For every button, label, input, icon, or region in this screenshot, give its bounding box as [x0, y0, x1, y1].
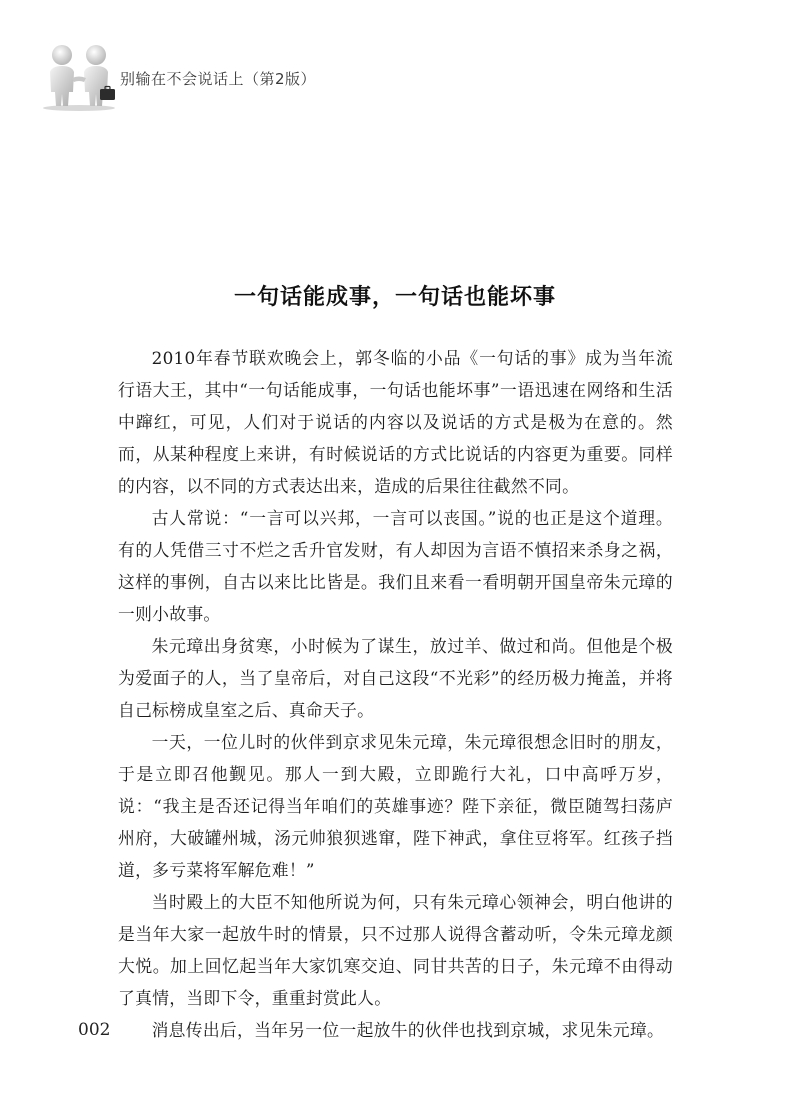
chapter-title: 一句话能成事，一句话也能坏事: [233, 284, 556, 310]
running-title: 别输在不会说话上（第2版）: [120, 70, 317, 88]
paragraph: 朱元璋出身贫寒，小时候为了谋生，放过羊、做过和尚。但他是个极为爱面子的人，当了皇帝后，对自己这段“不光彩”的经历极力掩盖，并将自己标榜成皇室之后、真命天子。: [118, 636, 673, 720]
page-number: 002: [78, 1020, 111, 1040]
body-text: [118, 342, 673, 1046]
page-header: [40, 42, 460, 114]
paragraph: 一天，一位儿时的伙伴到京求见朱元璋，朱元璋很想念旧时的朋友，于是立即召他觐见。那人一到大殿，立即跪行大礼，口中高呼万岁，说：“我主是否还记得当年咱们的英雄事迹？陛下亲征，微臣随驾扫荡庐州府，大破罐州城，汤元帅狼狈逃窜，陛下神武，拿住豆将军。红孩子挡道，多亏菜将军解危难！”: [118, 732, 673, 880]
handshake-figures-icon: [40, 42, 118, 112]
paragraph: 消息传出后，当年另一位一起放牛的伙伴也找到京城，求见朱元璋。: [151, 1020, 665, 1040]
paragraph: 当时殿上的大臣不知他所说为何，只有朱元璋心领神会，明白他讲的是当年大家一起放牛时的情景，只不过那人说得含蓄动听，令朱元璋龙颜大悦。加上回忆起当年大家饥寒交迫、同甘共苦的日子，朱元璋不由得动了真情，当即下令，重重封赏此人。: [118, 892, 673, 1008]
paragraph: 2010年春节联欢晚会上，郭冬临的小品《一句话的事》成为当年流行语大王，其中“一句话能成事，一句话也能坏事”一语迅速在网络和生活中蹿红，可见，人们对于说话的内容以及说话的方式是极为在意的。然而，从某种程度上来讲，有时候说话的方式比说话的内容更为重要。同样的内容，以不同的方式表达出来，造成的后果往往截然不同。: [118, 348, 673, 496]
paragraph: 古人常说：“一言可以兴邦，一言可以丧国。”说的也正是这个道理。有的人凭借三寸不烂之舌升官发财，有人却因为言语不慎招来杀身之祸，这样的事例，自古以来比比皆是。我们且来看一看明朝开国皇帝朱元璋的一则小故事。: [118, 508, 673, 624]
